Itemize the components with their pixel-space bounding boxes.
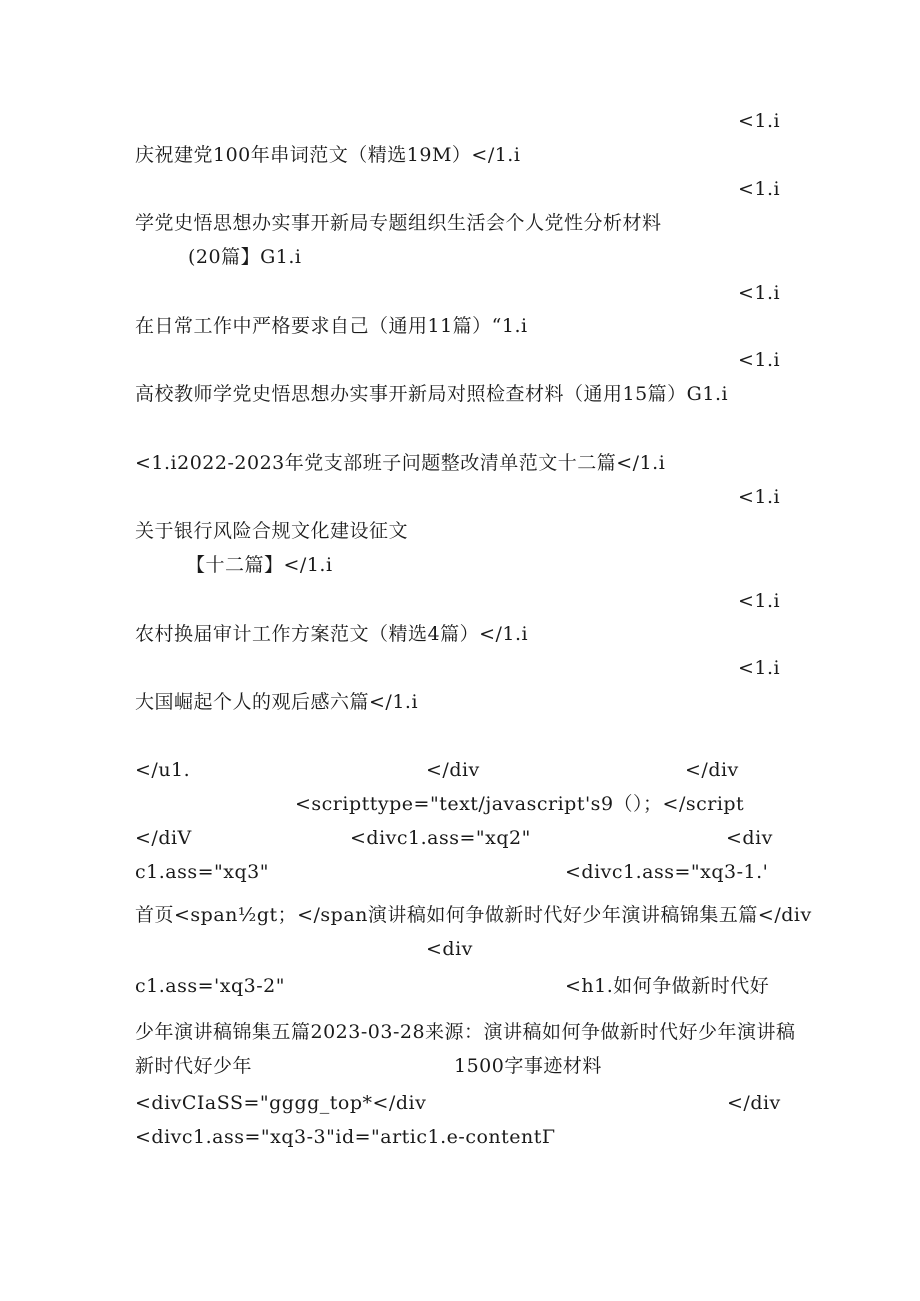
text-line: 学党史悟思想办实事开新局专题组织生活会个人党性分析材料	[135, 212, 662, 234]
text-line: 少年演讲稿锦集五篇2023-03-28来源：演讲稿如何争做新时代好少年演讲稿	[135, 1021, 796, 1043]
text-line: 【十二篇】</1.i	[186, 554, 333, 576]
text-line: <divc1.ass="xq2"	[350, 827, 531, 849]
text-line: 在日常工作中严格要求自己（通用11篇）“1.i	[135, 315, 528, 337]
text-line: 1500字事迹材料	[454, 1055, 602, 1077]
text-line: <1.i	[738, 110, 781, 132]
text-line: <scripttype="text/javascript's9（）；</script	[295, 793, 745, 815]
text-line: 庆祝建党100年串词范文（精选19M）</1.i	[135, 144, 521, 166]
text-line: 大国崛起个人的观后感六篇</1.i	[135, 691, 419, 713]
text-line: </div	[426, 759, 480, 781]
text-line: <div	[426, 938, 473, 960]
text-line: <1.i	[738, 282, 781, 304]
text-line: </u1.	[135, 759, 191, 781]
text-line: 高校教师学党史悟思想办实事开新局对照检查材料（通用15篇）G1.i	[135, 383, 729, 405]
text-line: 新时代好少年	[135, 1055, 253, 1077]
text-line: <1.i2022-2023年党支部班子问题整改清单范文十二篇</1.i	[135, 452, 666, 474]
text-line: <div	[726, 827, 773, 849]
text-line: c1.ass="xq3"	[135, 861, 269, 883]
text-line: <1.i	[738, 590, 781, 612]
text-line: </diV	[135, 827, 192, 849]
text-line: <1.i	[738, 486, 781, 508]
text-line: <h1.如何争做新时代好	[565, 975, 770, 997]
text-line: </div	[685, 759, 739, 781]
text-line: <divCIaSS="gggg_top*</div	[135, 1092, 427, 1114]
text-line: <1.i	[738, 178, 781, 200]
text-line: <1.i	[738, 657, 781, 679]
text-line: <divc1.ass="xq3-1.'	[565, 861, 769, 883]
text-line: 关于银行风险合规文化建设征文	[135, 520, 409, 542]
text-line: (20篇】G1.i	[188, 246, 302, 268]
text-line: c1.ass='xq3-2"	[135, 975, 285, 997]
text-line: 农村换届审计工作方案范文（精选4篇）</1.i	[135, 623, 529, 645]
text-line: 首页<span½gt；</span演讲稿如何争做新时代好少年演讲稿锦集五篇</div	[135, 904, 812, 926]
text-line: <1.i	[738, 349, 781, 371]
text-line: </div	[727, 1092, 781, 1114]
text-line: <divc1.ass="xq3-3"id="artic1.e-contentΓ	[135, 1126, 556, 1148]
